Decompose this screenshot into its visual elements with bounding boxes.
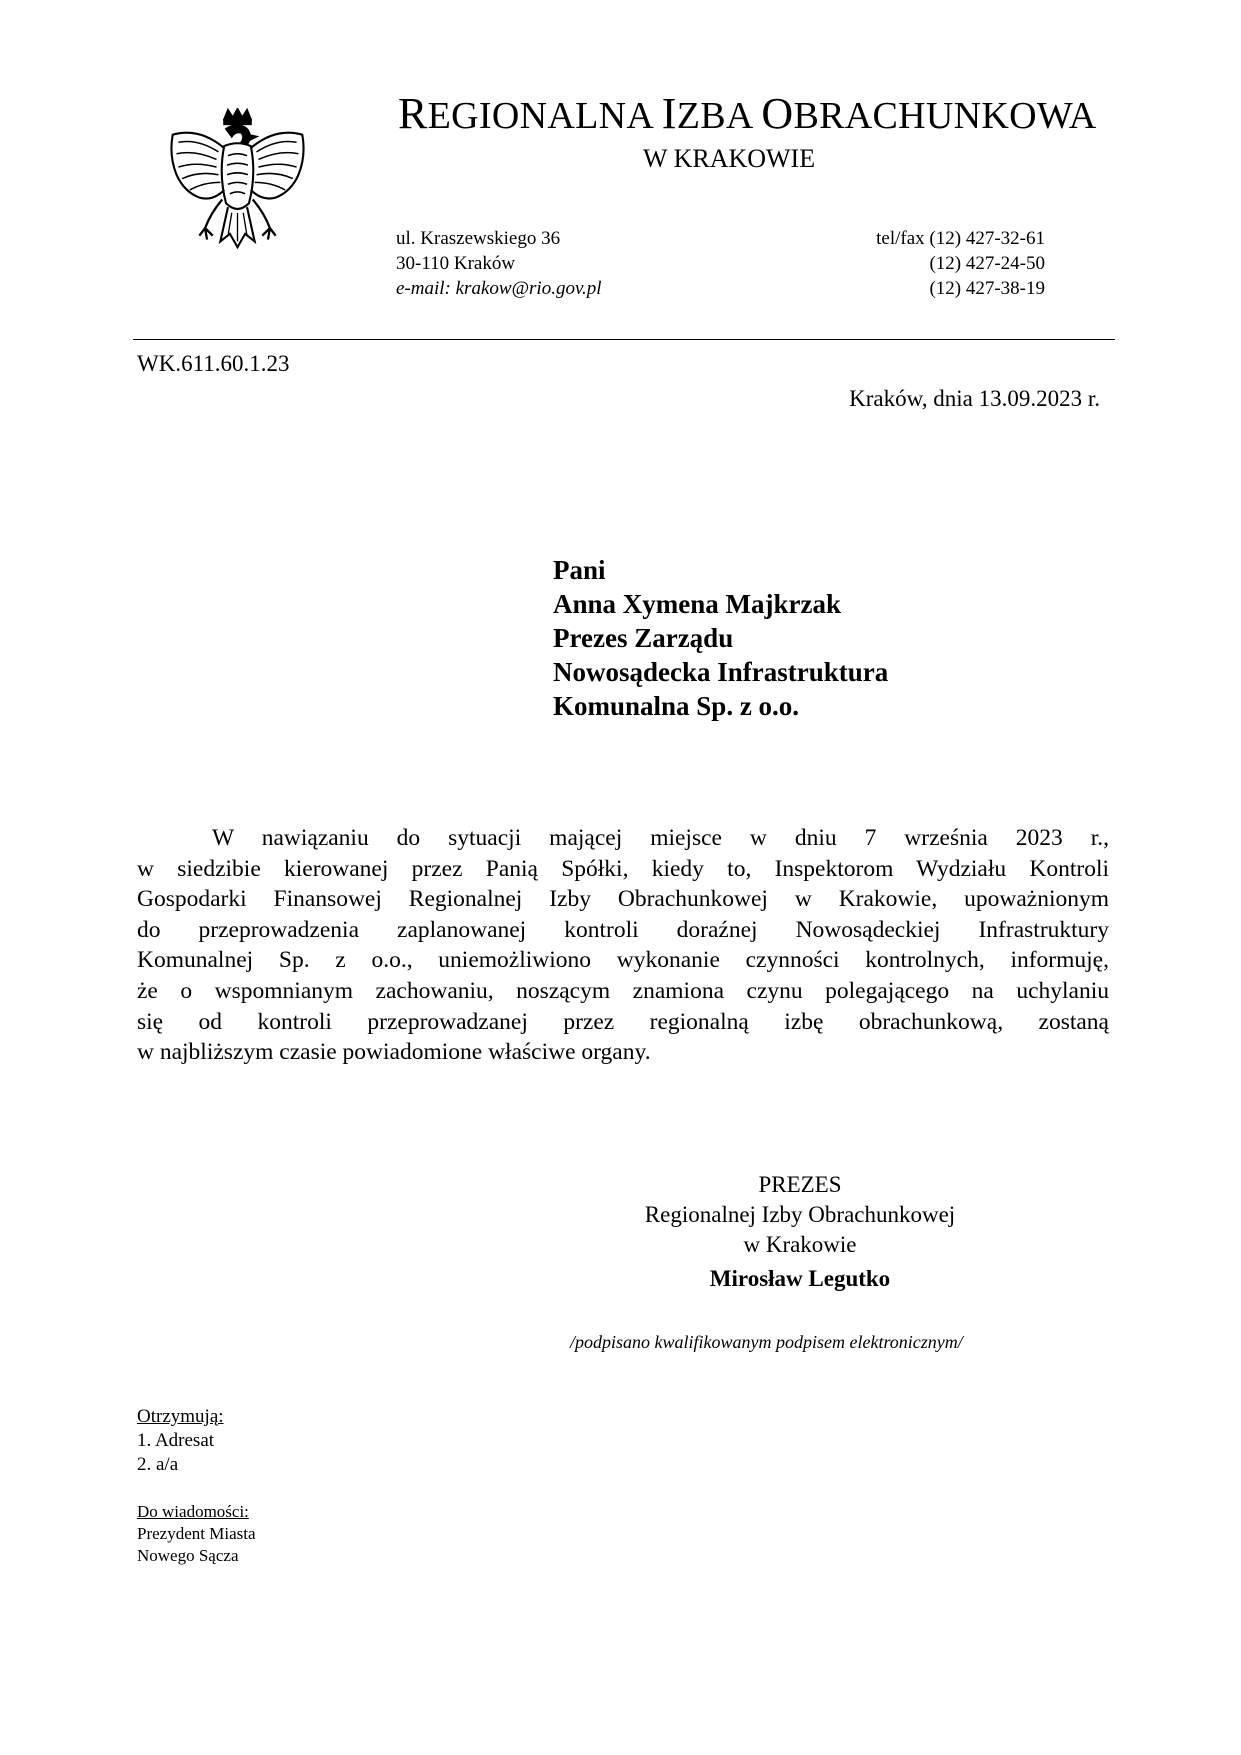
body-line: w najbliższym czasie powiadomione właściwe organy.	[137, 1039, 651, 1066]
phone-line: (12) 427-24-50	[929, 253, 1045, 274]
for-information-item: Nowego Sącza	[137, 1546, 239, 1565]
address-city: 30-110 Kraków	[396, 253, 516, 274]
address-street: ul. Kraszewskiego 36	[396, 228, 561, 249]
for-information-heading: Do wiadomości:	[137, 1502, 249, 1521]
body-line: Komunalnej Sp. z o.o., uniemożliwiono wykonanie czynności kontrolnych, informuję,	[137, 947, 1109, 974]
body-line: w siedzibie kierowanej przez Panią Spółki, kiedy to, Inspektorom Wydziału Kontroli	[137, 855, 1109, 882]
addressee-line: Komunalna Sp. z o.o.	[553, 691, 800, 721]
letter-body	[137, 823, 1109, 1068]
body-line: się od kontroli przeprowadzanej przez regionalną izbę obrachunkową, zostaną	[137, 1008, 1109, 1035]
polish-eagle-emblem	[160, 108, 315, 270]
phone-line: tel/fax (12) 427-32-61	[876, 228, 1045, 249]
body-line: Gospodarki Finansowej Regionalnej Izby Obrachunkowej w Krakowie, upoważnionym	[137, 886, 1109, 913]
phone-line: (12) 427-38-19	[929, 278, 1045, 299]
addressee-line: Anna Xymena Majkrzak	[553, 589, 841, 619]
signature-role: PREZES	[758, 1172, 842, 1197]
addressee-block	[553, 553, 888, 723]
signature-block	[560, 1170, 1040, 1294]
recipients-list	[137, 1405, 224, 1477]
recipient-item: 1. Adresat	[137, 1430, 215, 1451]
addressee-line: Prezes Zarządu	[553, 623, 734, 653]
letter-date: Kraków, dnia 13.09.2023 r.	[849, 386, 1100, 411]
body-line: że o wspomnianym zachowaniu, noszącym znamiona czynu polegającego na uchylaniu	[137, 977, 1109, 1004]
reference-number: WK.611.60.1.23	[137, 351, 290, 376]
signature-note: /podpisano kwalifikowanym podpisem elektronicznym/	[570, 1332, 963, 1352]
for-information-list	[137, 1501, 256, 1567]
addressee-line: Pani	[553, 555, 606, 585]
for-information-item: Prezydent Miasta	[137, 1524, 256, 1543]
body-line: W nawiązaniu do sytuacji mającej miejsce w dniu 7 września 2023 r.,	[212, 825, 1109, 851]
addressee-line: Nowosądecka Infrastruktura	[553, 657, 889, 687]
recipients-heading: Otrzymują:	[137, 1406, 224, 1427]
phone-block	[760, 226, 1045, 301]
institution-subtitle: W KRAKOWIE	[643, 144, 816, 173]
header-divider	[133, 339, 1115, 340]
institution-title: REGIONALNA IZBA OBRACHUNKOWA	[398, 89, 1097, 138]
body-line: do przeprowadzenia zaplanowanej kontroli doraźnej Nowosądeckiej Infrastruktury	[137, 916, 1109, 943]
signature-org: Regionalnej Izby Obrachunkowej	[644, 1202, 956, 1227]
recipient-item: 2. a/a	[137, 1454, 179, 1475]
signature-org-city: w Krakowie	[743, 1232, 857, 1257]
address-email: e-mail: krakow@rio.gov.pl	[396, 278, 602, 299]
signature-name: Mirosław Legutko	[709, 1266, 891, 1291]
address-block	[396, 226, 602, 301]
